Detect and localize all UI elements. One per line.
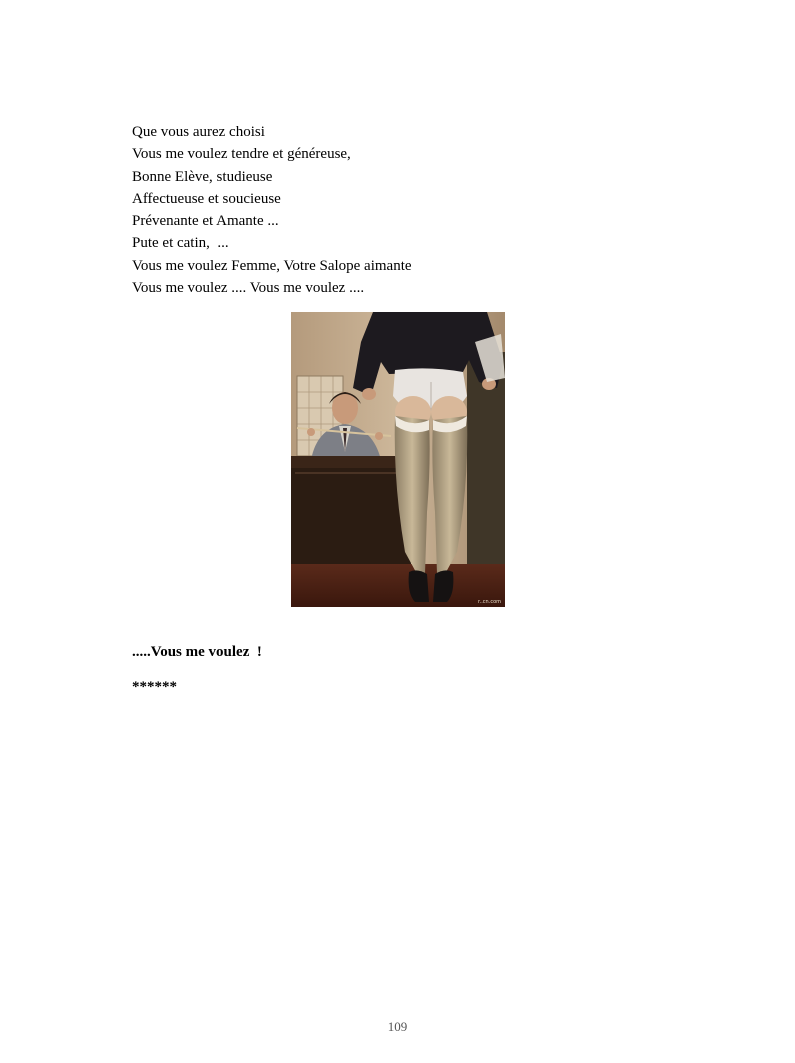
page-number: 109 [387, 1019, 408, 1034]
poem-text [132, 121, 412, 299]
section-separator: ****** [132, 679, 177, 695]
poem-line: Vous me voulez .... Vous me voulez .... [132, 280, 365, 297]
poem-line: Vous me voulez Femme, Votre Salope aimante [132, 257, 412, 274]
poem-line: Que vous aurez choisi [132, 124, 265, 140]
poem-line: Pute et catin, ... [132, 235, 229, 252]
poem-line: Vous me voulez tendre et généreuse, [132, 146, 351, 163]
poem-line: Bonne Elève, studieuse [132, 168, 273, 185]
closing-line: .....Vous me voulez ! [132, 644, 262, 660]
photo-watermark: r..cn.com [478, 599, 501, 605]
illustration-photo [291, 312, 505, 607]
poem-line: Prévenante et Amante ... [132, 213, 279, 230]
poem-line: Affectueuse et soucieuse [132, 190, 281, 207]
